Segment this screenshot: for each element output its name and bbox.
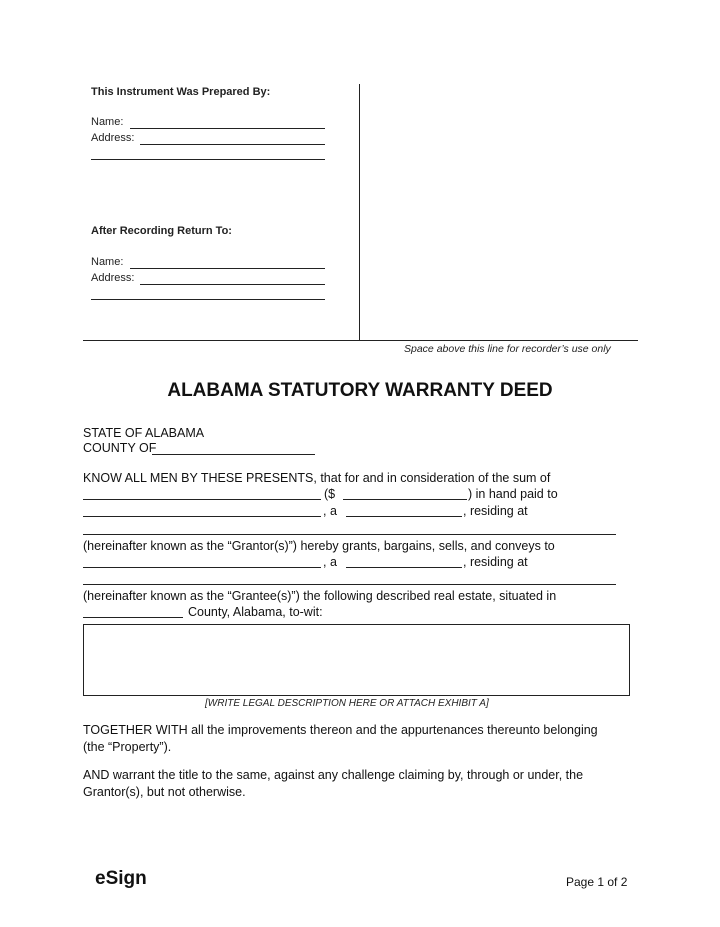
warrant-line-2: Grantor(s), but not otherwise.	[83, 785, 246, 799]
consideration-amount-field[interactable]	[343, 499, 467, 500]
return-to-address-field-2[interactable]	[91, 299, 325, 300]
return-to-name-field[interactable]	[130, 268, 325, 269]
return-to-address-label: Address:	[91, 272, 135, 284]
together-with-line-2: (the “Property”).	[83, 740, 172, 754]
together-with-line-1: TOGETHER WITH all the improvements thereon and the appurtenances thereunto belonging	[83, 723, 598, 737]
grantor-status-field[interactable]	[346, 516, 462, 517]
prepared-by-heading: This Instrument Was Prepared By:	[91, 86, 271, 98]
county-alabama-label: County, Alabama, to-wit:	[188, 605, 323, 619]
grantor-address-field[interactable]	[83, 534, 616, 535]
consideration-line: KNOW ALL MEN BY THESE PRESENTS, that for and in consideration of the sum of	[83, 471, 551, 485]
property-county-field[interactable]	[83, 617, 183, 618]
a-word-2: , a	[323, 555, 337, 569]
grantor-clause: (hereinafter known as the “Grantor(s)”) hereby grants, bargains, sells, and conveys to	[83, 539, 555, 553]
recorder-note: Space above this line for recorder’s use only	[404, 343, 611, 355]
document-title: ALABAMA STATUTORY WARRANTY DEED	[167, 380, 553, 401]
grantee-name-field[interactable]	[83, 567, 321, 568]
prepared-by-name-field[interactable]	[130, 128, 325, 129]
grantee-clause: (hereinafter known as the “Grantee(s)”) the following described real estate, situated in	[83, 589, 557, 603]
legal-description-note: [WRITE LEGAL DESCRIPTION HERE OR ATTACH EXHIBIT A]	[205, 698, 489, 709]
return-to-address-field[interactable]	[140, 284, 325, 285]
a-word-1: , a	[323, 504, 337, 518]
prepared-by-address-field[interactable]	[140, 144, 325, 145]
grantee-status-field[interactable]	[346, 567, 462, 568]
dollar-open: ($	[324, 487, 336, 501]
recorder-line	[83, 340, 638, 341]
state-line: STATE OF ALABAMA	[83, 426, 205, 440]
residing-at-1: , residing at	[463, 504, 528, 518]
return-to-name-label: Name:	[91, 256, 124, 268]
prepared-by-name-label: Name:	[91, 116, 124, 128]
grantor-name-field[interactable]	[83, 516, 321, 517]
grantee-address-field[interactable]	[83, 584, 616, 585]
in-hand-paid-label: ) in hand paid to	[468, 487, 558, 501]
return-to-heading: After Recording Return To:	[91, 225, 232, 237]
page-number: Page 1 of 2	[566, 875, 628, 889]
consideration-amount-words-field[interactable]	[83, 499, 321, 500]
residing-at-2: , residing at	[463, 555, 528, 569]
esign-logo: eSign	[95, 868, 147, 889]
prepared-by-address-field-2[interactable]	[91, 159, 325, 160]
county-field[interactable]	[152, 454, 315, 455]
warrant-line-1: AND warrant the title to the same, against any challenge claiming by, through or under, the	[83, 768, 584, 782]
legal-description-box[interactable]	[83, 624, 630, 696]
recorder-box-divider	[359, 84, 360, 340]
county-label: COUNTY OF	[83, 441, 157, 455]
prepared-by-address-label: Address:	[91, 132, 135, 144]
